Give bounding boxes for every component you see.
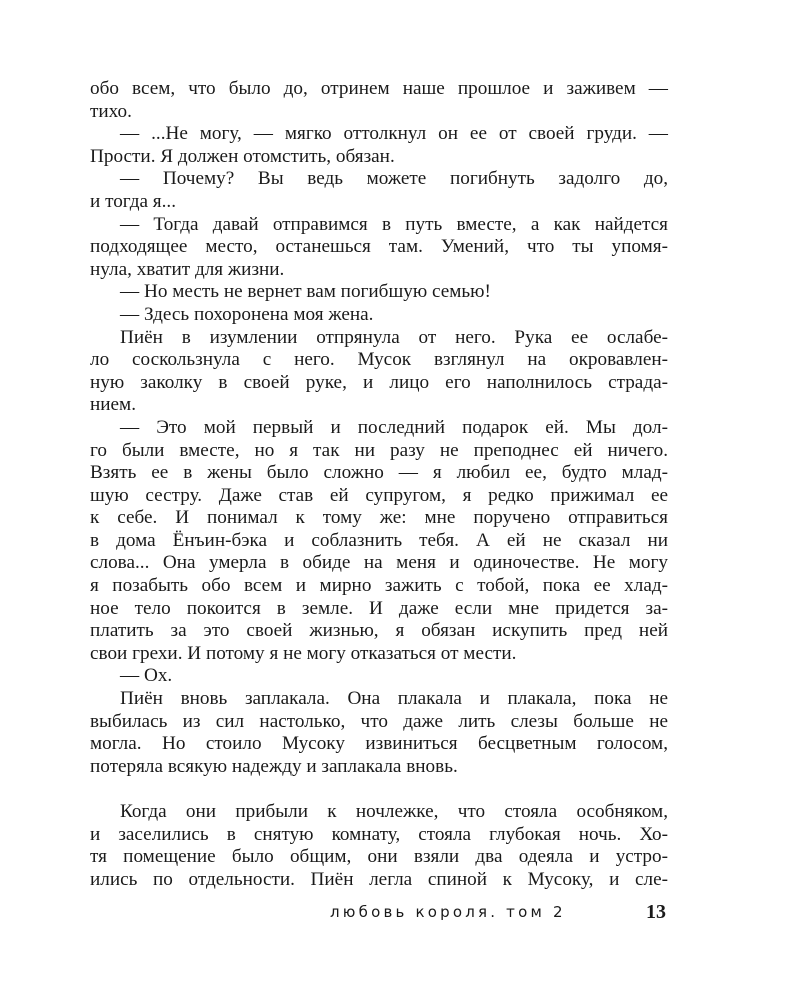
running-footer [330, 903, 670, 927]
text-line: и тогда я... [90, 190, 176, 212]
text-line: слова... Она умерла в обиде на меня и одиночестве. Не могу [90, 552, 668, 574]
text-line: — Но месть не вернет вам погибшую семью! [120, 281, 491, 303]
text-line: ло соскользнула с него. Мусок взглянул на окровавлен- [90, 349, 668, 371]
text-line: — Это мой первый и последний подарок ей. Мы дол- [120, 416, 668, 438]
running-title: любовь короля. том 2 [330, 903, 566, 921]
text-line: ную заколку в своей руке, и лицо его наполнилось страда- [90, 371, 668, 393]
text-line: — Почему? Вы ведь можете погибнуть задолго до, [120, 168, 668, 190]
text-line: к себе. И понимал к тому же: мне поручено отправиться [90, 507, 668, 529]
text-line: и заселились в снятую комнату, стояла глубокая ночь. Хо- [90, 823, 668, 845]
page-number: 13 [646, 901, 666, 923]
text-line: могла. Но стоило Мусоку извиниться бесцветным голосом, [90, 733, 668, 755]
text-line: я позабыть обо всем и мирно зажить с тобой, пока ее хлад- [90, 575, 668, 597]
text-line: — ...Не могу, — мягко оттолкнул он ее от своей груди. — [120, 123, 668, 145]
text-line: Когда они прибыли к ночлежке, что стояла особняком, [120, 801, 668, 822]
text-line: тихо. [90, 100, 132, 122]
text-line: в дома Ёнъин-бэка и соблазнить тебя. А ей не сказал ни [90, 529, 668, 551]
text-line: Пиён вновь заплакала. Она плакала и плакала, пока не [120, 688, 668, 710]
text-line: ились по отдельности. Пиён легла спиной к Мусоку, и сле- [90, 868, 668, 890]
text-line: — Ох. [120, 665, 173, 687]
text-line: выбилась из сил настолько, что даже лить слезы больше не [90, 710, 668, 732]
text-line: тя помещение было общим, они взяли два одеяла и устро- [90, 846, 668, 868]
text-line: свои грехи. И потому я не могу отказаться от мести. [90, 642, 517, 664]
text-line: Прости. Я должен отомстить, обязан. [90, 145, 395, 167]
text-line: Пиён в изумлении отпрянула от него. Рука ее ослабе- [120, 326, 668, 348]
text-line: платить за это своей жизнью, я обязан искупить пред ней [90, 620, 668, 642]
body-text [90, 78, 668, 891]
text-line: шую сестру. Даже став ей супругом, я редко прижимал ее [90, 484, 668, 506]
text-line: го были вместе, но я так ни разу не преподнес ей ничего. [90, 439, 668, 461]
text-line: обо всем, что было до, отринем наше прошлое и заживем — [90, 78, 668, 99]
text-line: потеряла всякую надежду и заплакала вновь. [90, 755, 458, 777]
text-line: — Тогда давай отправимся в путь вместе, а как найдется [120, 213, 668, 235]
paragraph-gap [90, 778, 668, 801]
text-line: нула, хватит для жизни. [90, 258, 285, 280]
text-line: подходящее место, останешься там. Умений, что ты упомя- [90, 236, 668, 258]
text-line: Взять ее в жены было сложно — я любил ее, будто млад- [90, 462, 668, 484]
text-line: — Здесь похоронена моя жена. [120, 303, 374, 325]
text-line: нием. [90, 394, 136, 416]
text-line: ное тело покоится в земле. И даже если мне придется за- [90, 597, 668, 619]
